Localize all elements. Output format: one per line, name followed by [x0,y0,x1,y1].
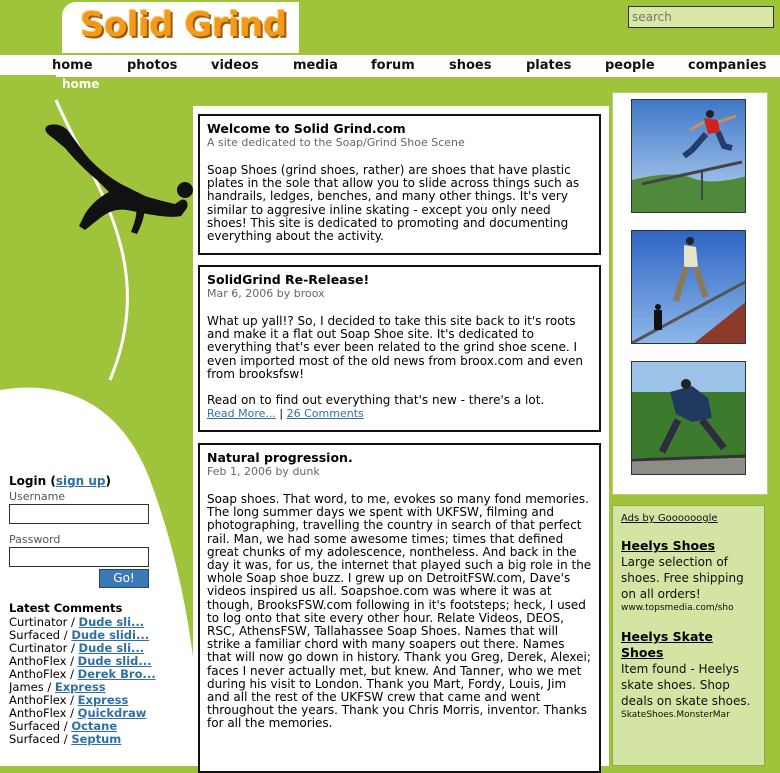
comment-user: Surfaced [9,733,61,746]
latest-comments-title: Latest Comments [9,601,123,615]
nav-item-companies[interactable]: companies [688,57,767,73]
list-item: James / Express [9,681,106,694]
post-title[interactable]: SolidGrind Re-Release! [207,272,370,287]
comment-user: AnthoFlex [9,655,67,668]
login-button[interactable]: Go! [99,569,149,588]
comments-link[interactable]: 26 Comments [286,407,364,421]
list-item: AnthoFlex / Express [9,694,129,707]
comment-topic-link[interactable]: Dude sli... [78,642,145,655]
photo-image [632,231,746,344]
login-form [9,474,154,585]
post-links [207,407,592,420]
username-field[interactable] [9,504,149,524]
site-logo[interactable]: Solid Grind [80,5,287,45]
skate-photo-1[interactable] [631,99,746,213]
comment-topic-link[interactable]: Dude slid... [77,655,152,668]
ad-url[interactable]: SkateShoes.MonsterMar [621,710,730,720]
comment-topic-link[interactable]: Derek Bro... [77,668,156,681]
nav-item-plates[interactable]: plates [526,57,572,73]
breadcrumb-home[interactable]: home [62,77,100,91]
news-post [198,443,601,773]
nav-item-shoes[interactable]: shoes [449,57,492,73]
nav-item-videos[interactable]: videos [211,57,259,73]
photo-image [632,362,746,475]
comment-user: Curtinator [9,642,68,655]
site-header [0,0,780,55]
ad-description: Large selection of shoes. Free shipping on all orders! [621,555,744,601]
nav-item-home[interactable]: home [52,57,93,73]
list-item: Surfaced / Septum [9,733,122,746]
login-heading: Login [9,474,47,488]
latest-comments [9,601,179,746]
ad-description: Item found - Heelys skate shoes. Shop deals on skate shoes. [621,662,751,708]
skate-photo-3[interactable] [631,361,746,475]
comment-user: AnthoFlex [9,707,67,720]
nav-item-photos[interactable]: photos [127,57,178,73]
list-item: AnthoFlex / Dude slid... [9,655,152,668]
comment-user: Curtinator [9,616,68,629]
post-body: Soap shoes. That word, to me, evokes so many fond memories. The long summer days we spent with UKFSW, filming and photographing, travelling the country in search of that perfect rail. Man, we had some awesome times; times that defined great chunks of my adolescence, nontheless. And back in the day it was, for us, the internet that played such a big role in the whole Soap shoe buzz. I grew up on DetroitFSW.com, Dave's videos inspired us all. Soapshoe.com was where it was at though, BrooksFSW.com following in it's footsteps; heck, I used to log onto that site every other hour. Relate Videos, DEOS, RSC, AthensFSW, Tallahassee Soap Shoes. Names that will strike a familiar chord with many soapers out there. Names that will now go down in history. Thank you Greg, Derek, Alexei; faces I never actually met, but knew. And Tanner, who we met during his visit to London. Thank you Mart, Fordy, Louis, Jim and all the rest of the UKFSW crew that came and went throughout the years. Thank you Chris Morris, inventor. Thanks for all the memories. [207,492,592,731]
post-title: Welcome to Solid Grind.com [207,121,406,136]
list-item: AnthoFlex / Quickdraw [9,707,147,720]
nav-item-forum[interactable]: forum [371,57,415,73]
news-post [198,265,601,432]
post-body: What up yall!? So, I decided to take this site back to it's roots and make it a flat out Soap Shoe site. It's dedicated to everything that's ever been related to the grind shoe scene. I even imported most of the old news from broox.com and even from brooksfsw! [207,314,583,381]
list-item: Curtinator / Dude sli... [9,616,145,629]
ads-by-link[interactable]: Ads by Goooooogle [621,513,718,524]
post-meta: Feb 1, 2006 by dunk [207,465,320,478]
read-more-link[interactable]: Read More... [207,407,276,421]
comment-topic-link[interactable]: Dude slidi... [71,629,150,642]
comment-user: Surfaced [9,629,61,642]
skater-silhouette-icon [35,118,195,238]
link-separator: | [279,407,284,421]
password-field[interactable] [9,547,149,567]
comment-topic-link[interactable]: Dude sli... [78,616,145,629]
list-item: Curtinator / Dude sli... [9,642,145,655]
ad-url[interactable]: www.topsmedia.com/sho [621,603,734,613]
password-label: Password [9,533,61,546]
comment-user: AnthoFlex [9,694,67,707]
sign-up-link[interactable]: sign up [55,474,106,488]
comment-topic-link[interactable]: Quickdraw [77,707,147,720]
comment-topic-link[interactable]: Express [77,694,129,707]
comment-topic-link[interactable]: Septum [71,733,122,746]
skate-photo-2[interactable] [631,230,746,344]
post-body: Soap Shoes (grind shoes, rather) are shoes that have plastic plates in the sole that allow you to slide across things such as handrails, ledges, benches, and many other things. It's very similar to aggresive inline skating - except you only need shoes! This site is dedicated to promoting and documenting everything about the activity. [207,163,580,244]
comment-topic-link[interactable]: Express [54,681,106,694]
news-post [198,114,601,255]
search-input[interactable] [628,6,774,28]
username-label: Username [9,490,66,503]
login-title: Login (sign up) [9,474,111,488]
comment-user: Surfaced [9,720,61,733]
nav-item-people[interactable]: people [605,57,655,73]
post-body: Read on to find out everything that's new - there's a lot. [207,393,545,408]
list-item: AnthoFlex / Derek Bro... [9,668,156,681]
comment-user: James [9,681,44,694]
post-title[interactable]: Natural progression. [207,450,353,465]
ads-panel [612,505,765,766]
comment-topic-link[interactable]: Octane [71,720,118,733]
photo-image [632,100,746,213]
list-item: Surfaced / Octane [9,720,118,733]
post-meta: Mar 6, 2006 by broox [207,287,325,300]
post-meta: A site dedicated to the Soap/Grind Shoe Scene [207,136,465,149]
ad-title[interactable]: Heelys Skate Shoes [621,629,713,660]
comment-user: AnthoFlex [9,668,67,681]
ad-title[interactable]: Heelys Shoes [621,538,716,553]
photo-sidebar [612,92,768,495]
nav-item-media[interactable]: media [293,57,338,73]
list-item: Surfaced / Dude slidi... [9,629,150,642]
